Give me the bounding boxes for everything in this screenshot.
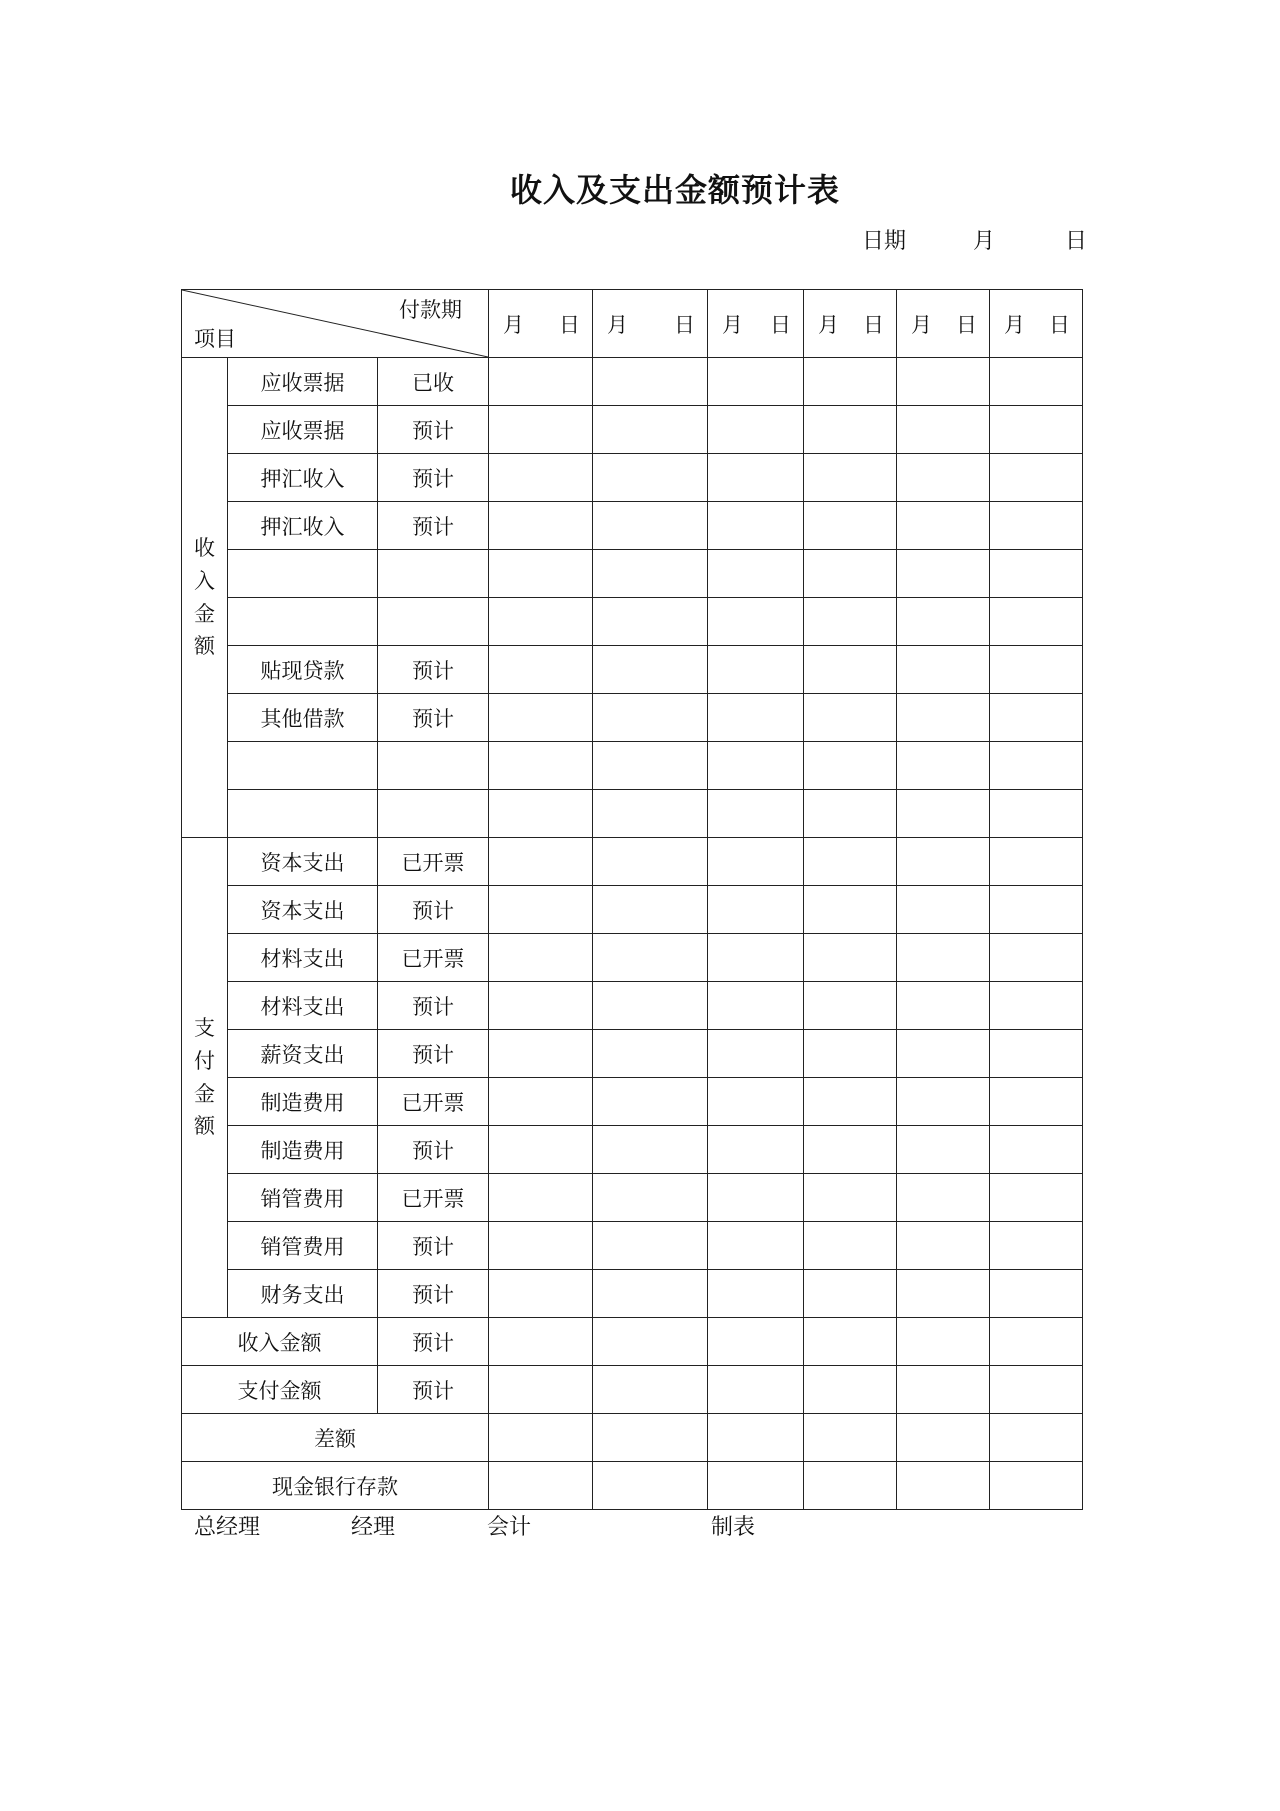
period-cell[interactable] [708, 1222, 804, 1270]
item-label: 项目 [194, 327, 236, 351]
expense-row [182, 1030, 1083, 1078]
period-cell[interactable] [990, 934, 1083, 982]
income-row [182, 550, 1083, 598]
item-name: 押汇收入 [228, 502, 378, 550]
period-cell[interactable] [804, 886, 897, 934]
item-status: 预计 [378, 1270, 489, 1318]
period-cell[interactable] [708, 550, 804, 598]
income-row [182, 406, 1083, 454]
period-cell[interactable] [593, 886, 708, 934]
period-cell[interactable] [897, 934, 990, 982]
item-status: 已开票 [378, 934, 489, 982]
period-cell[interactable] [489, 982, 593, 1030]
period-cell[interactable] [593, 646, 708, 694]
period-cell[interactable] [593, 1318, 708, 1366]
item-name: 贴现贷款 [228, 646, 378, 694]
period-cell[interactable] [489, 454, 593, 502]
period-cell[interactable] [489, 358, 593, 406]
period-cell[interactable] [489, 1318, 593, 1366]
period-cell[interactable] [593, 1222, 708, 1270]
period-cell[interactable] [897, 1030, 990, 1078]
item-name: 销管费用 [228, 1222, 378, 1270]
period-day-label: 日 [956, 312, 978, 337]
period-header [708, 290, 804, 358]
item-status: 已开票 [378, 838, 489, 886]
period-cell[interactable] [804, 1462, 897, 1510]
expense-row [182, 1270, 1083, 1318]
period-cell[interactable] [708, 1366, 804, 1414]
period-cell[interactable] [593, 550, 708, 598]
period-cell[interactable] [593, 790, 708, 838]
period-cell[interactable] [489, 1078, 593, 1126]
period-cell[interactable] [804, 1078, 897, 1126]
income-row [182, 502, 1083, 550]
period-cell[interactable] [708, 1126, 804, 1174]
period-cell[interactable] [990, 406, 1083, 454]
period-cell[interactable] [990, 790, 1083, 838]
period-cell[interactable] [804, 502, 897, 550]
period-cell[interactable] [593, 694, 708, 742]
period-cell[interactable] [593, 406, 708, 454]
period-cell[interactable] [708, 934, 804, 982]
period-cell[interactable] [990, 838, 1083, 886]
expense-row [182, 838, 1083, 886]
period-cell[interactable] [489, 502, 593, 550]
period-cell[interactable] [489, 1030, 593, 1078]
period-cell[interactable] [804, 598, 897, 646]
period-cell[interactable] [708, 694, 804, 742]
period-cell[interactable] [804, 982, 897, 1030]
period-cell[interactable] [990, 358, 1083, 406]
period-cell[interactable] [990, 982, 1083, 1030]
item-name: 应收票据 [228, 406, 378, 454]
period-cell[interactable] [708, 838, 804, 886]
period-cell[interactable] [489, 406, 593, 454]
item-name: 材料支出 [228, 982, 378, 1030]
item-status: 预计 [378, 646, 489, 694]
footer-accountant: 会计 [487, 1515, 532, 1540]
period-cell[interactable] [708, 1030, 804, 1078]
header-row [182, 290, 1083, 358]
period-cell[interactable] [897, 1462, 990, 1510]
period-cell[interactable] [593, 1030, 708, 1078]
footer-manager: 经理 [351, 1515, 396, 1540]
period-cell[interactable] [990, 1462, 1083, 1510]
item-status: 预计 [378, 406, 489, 454]
corner-header [182, 290, 489, 358]
period-cell[interactable] [897, 1414, 990, 1462]
period-day-label: 日 [770, 312, 792, 337]
item-status: 预计 [378, 694, 489, 742]
period-cell[interactable] [708, 406, 804, 454]
item-status: 已开票 [378, 1078, 489, 1126]
period-cell[interactable] [897, 646, 990, 694]
item-name: 资本支出 [228, 886, 378, 934]
period-header [489, 290, 593, 358]
period-header [897, 290, 990, 358]
item-status: 预计 [378, 1222, 489, 1270]
item-status: 已收 [378, 358, 489, 406]
period-header [804, 290, 897, 358]
income-row [182, 646, 1083, 694]
total-item: 收入金额 [182, 1318, 378, 1366]
period-cell[interactable] [708, 598, 804, 646]
period-cell[interactable] [990, 502, 1083, 550]
expense-group-text: 支付金额 [194, 1016, 215, 1139]
period-month-label: 月 [607, 312, 629, 337]
period-cell[interactable] [990, 742, 1083, 790]
income-row [182, 790, 1083, 838]
period-cell[interactable] [804, 1126, 897, 1174]
period-cell[interactable] [489, 934, 593, 982]
period-cell[interactable] [593, 1078, 708, 1126]
period-cell[interactable] [593, 454, 708, 502]
period-cell[interactable] [708, 1414, 804, 1462]
period-cell[interactable] [804, 742, 897, 790]
period-cell[interactable] [804, 790, 897, 838]
item-name: 应收票据 [228, 358, 378, 406]
item-status: 预计 [378, 886, 489, 934]
period-cell[interactable] [593, 1174, 708, 1222]
item-status: 已开票 [378, 1174, 489, 1222]
period-cell[interactable] [804, 550, 897, 598]
period-cell[interactable] [593, 1414, 708, 1462]
item-status: 预计 [378, 1126, 489, 1174]
period-cell[interactable] [708, 1318, 804, 1366]
period-cell[interactable] [593, 1366, 708, 1414]
period-month-label: 月 [818, 312, 840, 337]
period-cell[interactable] [897, 982, 990, 1030]
period-cell[interactable] [593, 1462, 708, 1510]
period-cell[interactable] [708, 1270, 804, 1318]
period-cell[interactable] [489, 838, 593, 886]
income-row [182, 598, 1083, 646]
period-cell[interactable] [804, 646, 897, 694]
total-row [182, 1318, 1083, 1366]
period-cell[interactable] [489, 1126, 593, 1174]
period-cell[interactable] [489, 886, 593, 934]
forecast-table [181, 289, 1083, 1510]
income-group-label [182, 358, 228, 838]
item-status [378, 742, 489, 790]
item-status [378, 598, 489, 646]
period-cell[interactable] [804, 838, 897, 886]
period-cell[interactable] [489, 1414, 593, 1462]
item-name: 销管费用 [228, 1174, 378, 1222]
page-title: 收入及支出金额预计表 [509, 171, 840, 209]
period-cell[interactable] [708, 1078, 804, 1126]
footer-preparer: 制表 [711, 1515, 756, 1540]
period-cell[interactable] [897, 1078, 990, 1126]
item-name [228, 550, 378, 598]
date-month-field[interactable]: 月 [973, 229, 996, 254]
period-cell[interactable] [804, 1318, 897, 1366]
period-cell[interactable] [489, 550, 593, 598]
period-cell[interactable] [990, 1030, 1083, 1078]
period-cell[interactable] [804, 1174, 897, 1222]
period-cell[interactable] [990, 1078, 1083, 1126]
period-cell[interactable] [990, 1318, 1083, 1366]
total-row [182, 1366, 1083, 1414]
period-cell[interactable] [489, 1366, 593, 1414]
period-cell[interactable] [489, 1462, 593, 1510]
period-cell[interactable] [708, 454, 804, 502]
period-cell[interactable] [897, 694, 990, 742]
period-cell[interactable] [897, 454, 990, 502]
expense-row [182, 886, 1083, 934]
period-day-label: 日 [674, 312, 696, 337]
period-cell[interactable] [804, 1030, 897, 1078]
period-header [990, 290, 1083, 358]
item-status: 预计 [378, 1030, 489, 1078]
period-cell[interactable] [489, 1270, 593, 1318]
period-cell[interactable] [489, 694, 593, 742]
period-cell[interactable] [897, 1174, 990, 1222]
period-cell[interactable] [804, 1270, 897, 1318]
total-item: 支付金额 [182, 1366, 378, 1414]
item-name [228, 790, 378, 838]
item-status: 预计 [378, 502, 489, 550]
period-cell[interactable] [593, 934, 708, 982]
expense-row [182, 1222, 1083, 1270]
income-row [182, 358, 1083, 406]
summary-row [182, 1414, 1083, 1462]
period-cell[interactable] [489, 742, 593, 790]
item-status: 预计 [378, 454, 489, 502]
expense-row [182, 1126, 1083, 1174]
period-cell[interactable] [990, 646, 1083, 694]
period-cell[interactable] [990, 1126, 1083, 1174]
expense-row [182, 982, 1083, 1030]
item-name: 薪资支出 [228, 1030, 378, 1078]
period-cell[interactable] [593, 742, 708, 790]
period-cell[interactable] [990, 694, 1083, 742]
period-cell[interactable] [897, 742, 990, 790]
period-cell[interactable] [990, 1222, 1083, 1270]
period-month-label: 月 [911, 312, 933, 337]
summary-row [182, 1462, 1083, 1510]
period-cell[interactable] [489, 646, 593, 694]
period-cell[interactable] [990, 550, 1083, 598]
income-row [182, 454, 1083, 502]
period-cell[interactable] [489, 1174, 593, 1222]
item-name: 其他借款 [228, 694, 378, 742]
payment-period-label: 付款期 [399, 298, 463, 322]
footer-general-manager: 总经理 [194, 1515, 261, 1540]
item-name: 押汇收入 [228, 454, 378, 502]
total-status: 预计 [378, 1318, 489, 1366]
period-cell[interactable] [489, 598, 593, 646]
period-cell[interactable] [897, 550, 990, 598]
period-cell[interactable] [489, 1222, 593, 1270]
item-name: 材料支出 [228, 934, 378, 982]
period-cell[interactable] [897, 1318, 990, 1366]
period-cell[interactable] [593, 838, 708, 886]
period-cell[interactable] [708, 886, 804, 934]
income-row [182, 694, 1083, 742]
expense-group-label [182, 838, 228, 1318]
period-cell[interactable] [897, 406, 990, 454]
period-header [593, 290, 708, 358]
period-cell[interactable] [593, 982, 708, 1030]
period-day-label: 日 [559, 312, 581, 337]
item-name [228, 742, 378, 790]
period-cell[interactable] [990, 1366, 1083, 1414]
period-cell[interactable] [593, 502, 708, 550]
item-status [378, 790, 489, 838]
period-cell[interactable] [708, 790, 804, 838]
date-label: 日期 [862, 229, 907, 254]
period-cell[interactable] [990, 1270, 1083, 1318]
period-cell[interactable] [708, 1462, 804, 1510]
period-cell[interactable] [897, 502, 990, 550]
period-cell[interactable] [990, 1174, 1083, 1222]
period-cell[interactable] [593, 1270, 708, 1318]
period-month-label: 月 [722, 312, 744, 337]
period-cell[interactable] [897, 1270, 990, 1318]
period-cell[interactable] [708, 982, 804, 1030]
summary-item: 差额 [182, 1414, 489, 1462]
period-cell[interactable] [897, 1222, 990, 1270]
period-cell[interactable] [804, 1414, 897, 1462]
period-cell[interactable] [897, 1126, 990, 1174]
income-group-text: 收入金额 [194, 536, 215, 659]
period-cell[interactable] [804, 934, 897, 982]
item-status [378, 550, 489, 598]
period-day-label: 日 [1049, 312, 1071, 337]
period-cell[interactable] [489, 790, 593, 838]
expense-row [182, 934, 1083, 982]
period-cell[interactable] [897, 358, 990, 406]
summary-item: 现金银行存款 [182, 1462, 489, 1510]
period-cell[interactable] [990, 598, 1083, 646]
period-cell[interactable] [593, 358, 708, 406]
period-cell[interactable] [708, 358, 804, 406]
item-name: 财务支出 [228, 1270, 378, 1318]
period-cell[interactable] [804, 406, 897, 454]
expense-row [182, 1174, 1083, 1222]
period-month-label: 月 [1004, 312, 1026, 337]
period-cell[interactable] [897, 838, 990, 886]
period-cell[interactable] [897, 1366, 990, 1414]
period-cell[interactable] [897, 598, 990, 646]
income-row [182, 742, 1083, 790]
period-cell[interactable] [593, 1126, 708, 1174]
item-name [228, 598, 378, 646]
item-name: 制造费用 [228, 1078, 378, 1126]
period-cell[interactable] [804, 1366, 897, 1414]
period-cell[interactable] [804, 694, 897, 742]
period-cell[interactable] [708, 1174, 804, 1222]
period-cell[interactable] [708, 646, 804, 694]
period-cell[interactable] [804, 454, 897, 502]
period-cell[interactable] [990, 454, 1083, 502]
total-status: 预计 [378, 1366, 489, 1414]
item-status: 预计 [378, 982, 489, 1030]
period-cell[interactable] [804, 358, 897, 406]
date-day-field[interactable]: 日 [1065, 229, 1088, 254]
period-cell[interactable] [593, 598, 708, 646]
period-cell[interactable] [897, 790, 990, 838]
period-cell[interactable] [708, 502, 804, 550]
period-month-label: 月 [503, 312, 525, 337]
period-cell[interactable] [804, 1222, 897, 1270]
period-day-label: 日 [863, 312, 885, 337]
item-name: 制造费用 [228, 1126, 378, 1174]
period-cell[interactable] [897, 886, 990, 934]
period-cell[interactable] [708, 742, 804, 790]
period-cell[interactable] [990, 886, 1083, 934]
item-name: 资本支出 [228, 838, 378, 886]
expense-row [182, 1078, 1083, 1126]
period-cell[interactable] [990, 1414, 1083, 1462]
